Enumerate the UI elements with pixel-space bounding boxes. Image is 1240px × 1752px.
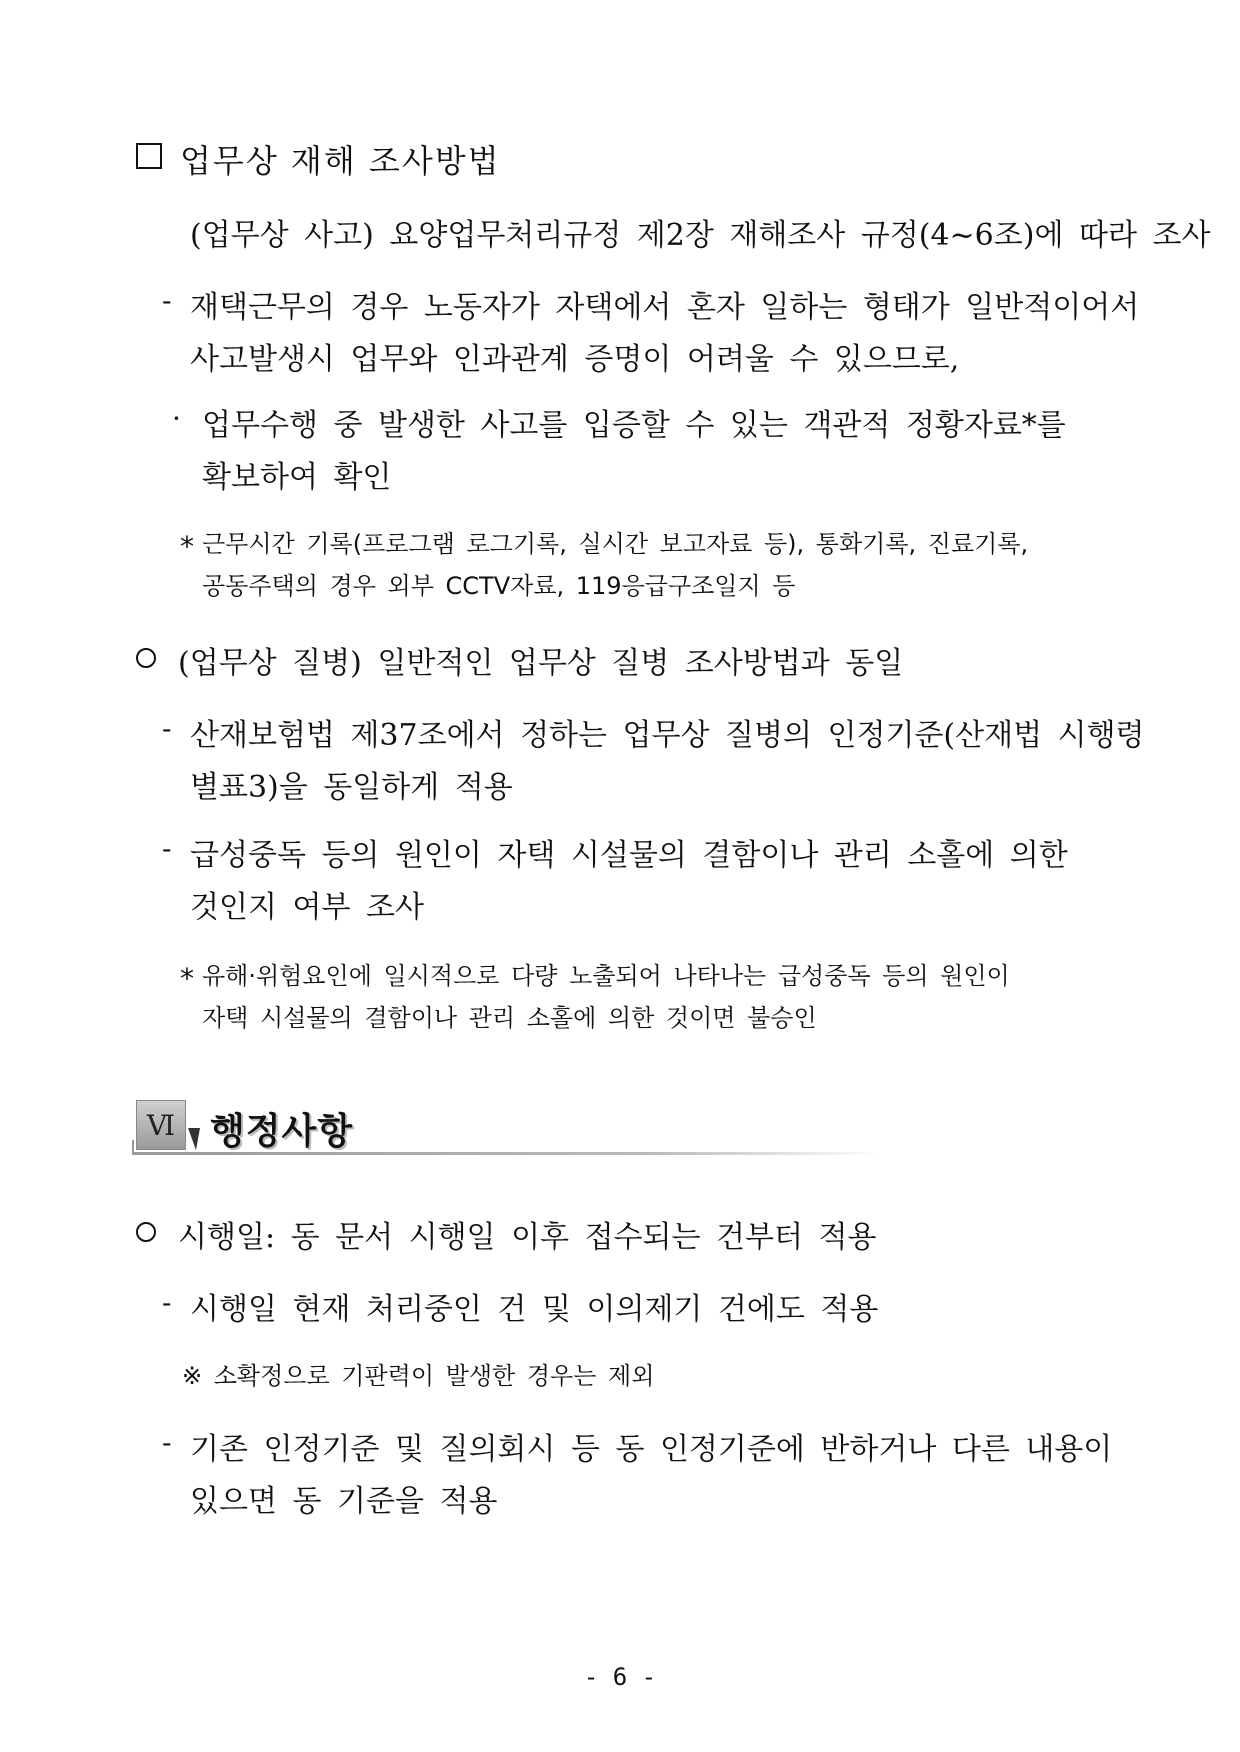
checkbox-square-icon: [136, 143, 162, 169]
page-number: - 6 -: [583, 1663, 657, 1691]
existing-criteria-line1: 기존 인정기준 및 질의회시 등 동 인정기준에 반하거나 다른 내용이: [190, 1432, 1113, 1467]
note2-line2: 자택 시설물의 결함이나 관리 소홀에 의한 것이면 불승인: [202, 1004, 817, 1032]
star-marker: *: [180, 530, 194, 563]
note1-line1: 근무시간 기록(프로그램 로그기록, 실시간 보고자료 등), 통화기록, 진료기록,: [202, 530, 1029, 558]
section-title: 행정사항: [210, 1111, 354, 1152]
dot1-line1: 업무수행 중 발생한 사고를 입증할 수 있는 객관적 정황자료*를: [202, 408, 1066, 443]
exception-note: ※ 소확정으로 기판력이 발생한 경우는 제외: [182, 1362, 655, 1390]
star-marker: *: [180, 962, 194, 995]
dot-marker: ·: [172, 402, 181, 435]
dash1-line1: 재택근무의 경우 노동자가 자택에서 혼자 일하는 형태가 일반적이어서: [190, 290, 1140, 325]
effective-date-item: 시행일: 동 문서 시행일 이후 접수되는 건부터 적용: [178, 1220, 877, 1255]
dash-marker: -: [162, 832, 172, 865]
section-number-badge: Ⅵ: [136, 1100, 186, 1150]
circle-bullet-icon: [136, 648, 156, 668]
section-heading: 업무상 재해 조사방법: [180, 142, 501, 180]
dash-marker: -: [162, 284, 172, 317]
circle-bullet-icon: [136, 1222, 156, 1242]
dot1-line2: 확보하여 확인: [202, 460, 392, 495]
dash2-line1: 산재보험법 제37조에서 정하는 업무상 질병의 인정기준(산재법 시행령: [190, 718, 1145, 753]
dash2-line2: 별표3)을 동일하게 적용: [190, 770, 513, 805]
section-rule: [132, 1152, 882, 1155]
dash-marker: -: [162, 712, 172, 745]
accident-paragraph: (업무상 사고) 요양업무처리규정 제2장 재해조사 규정(4~6조)에 따라 조사: [190, 218, 1211, 253]
dash3-line1: 급성중독 등의 원인이 자택 시설물의 결함이나 관리 소홀에 의한: [190, 838, 1068, 873]
section-arrow-icon: [188, 1128, 200, 1150]
disease-paragraph: (업무상 질병) 일반적인 업무상 질병 조사방법과 동일: [178, 646, 904, 681]
dash1-line2: 사고발생시 업무와 인과관계 증명이 어려울 수 있으므로,: [190, 342, 960, 377]
note1-line2: 공동주택의 경우 외부 CCTV자료, 119응급구조일지 등: [202, 572, 796, 600]
existing-criteria-line2: 있으면 동 기준을 적용: [190, 1484, 498, 1519]
dash-marker: -: [162, 1426, 172, 1459]
pending-cases-item: 시행일 현재 처리중인 건 및 이의제기 건에도 적용: [190, 1292, 879, 1327]
dash-marker: -: [162, 1286, 172, 1319]
dash3-line2: 것인지 여부 조사: [190, 890, 424, 925]
note2-line1: 유해·위험요인에 일시적으로 다량 노출되어 나타나는 급성중독 등의 원인이: [202, 962, 1010, 990]
